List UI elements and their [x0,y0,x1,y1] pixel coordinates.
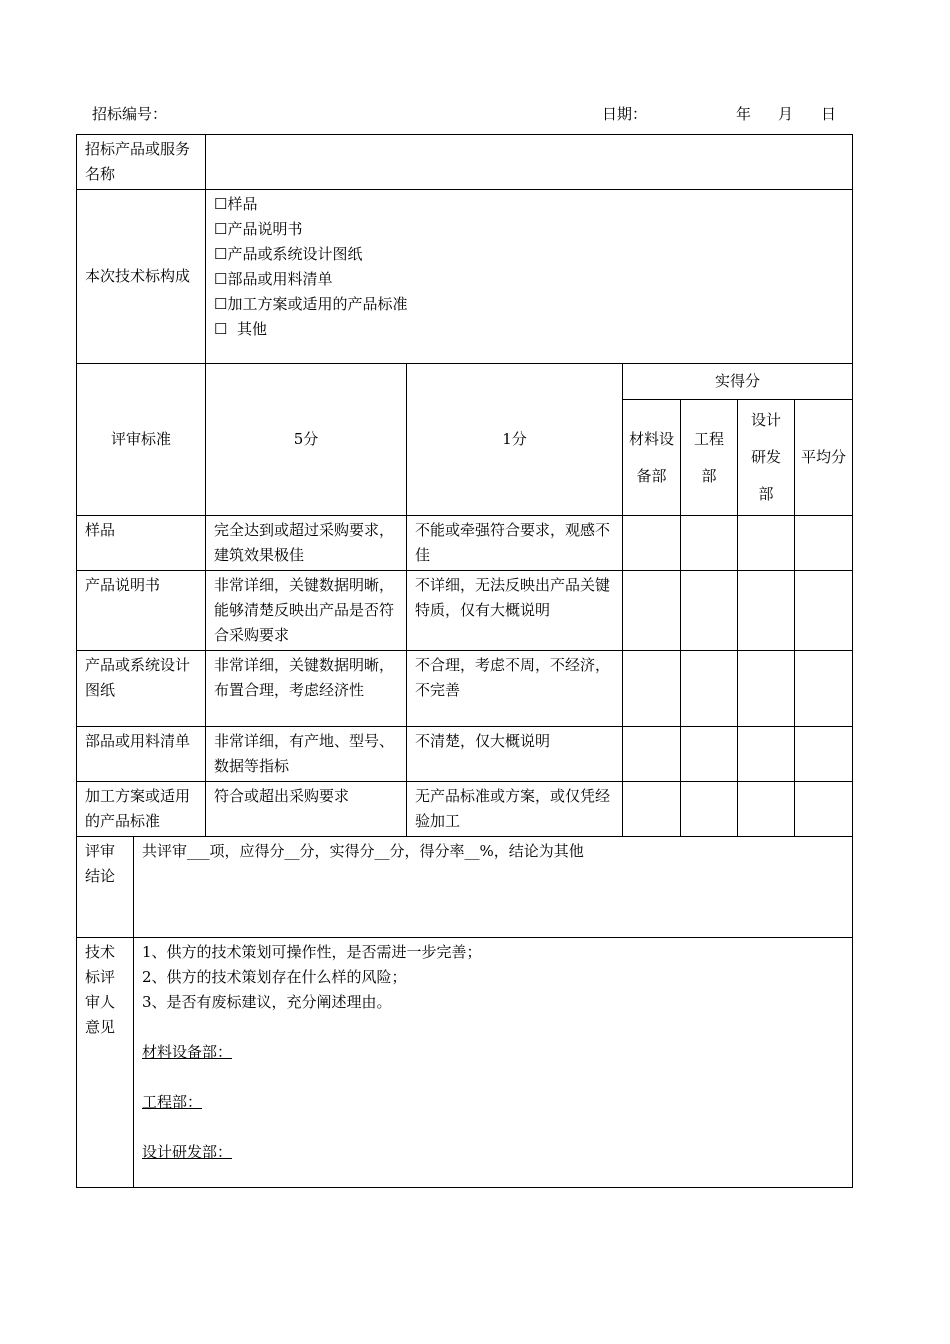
document-header [92,103,837,125]
opinion-item: 3、是否有废标建议，充分阐述理由。 [142,993,392,1011]
score-cell[interactable] [738,727,795,782]
criteria-item: 产品说明书 [77,571,206,651]
criteria-one: 不合理，考虑不周，不经济，不完善 [407,651,623,727]
dept-materials-header: 材料设备部 [623,400,681,516]
score-cell[interactable] [681,516,738,571]
criteria-label: 评审标准 [77,364,206,516]
criteria-item: 加工方案或适用的产品标准 [77,782,206,837]
score-5-header: 5分 [206,364,407,516]
criteria-row [77,727,853,782]
actual-score-header: 实得分 [623,364,853,400]
opinion-item: 1、供方的技术策划可操作性，是否需进一步完善； [142,943,482,961]
criteria-row [77,651,853,727]
conclusion-text[interactable] [134,837,853,938]
score-cell[interactable] [681,727,738,782]
criteria-five: 完全达到或超过采购要求，建筑效果极佳 [206,516,407,571]
score-cell[interactable] [795,727,853,782]
conclusion-row [77,837,853,938]
product-value[interactable] [206,135,853,190]
sign-design: 设计研发部： [142,1143,233,1161]
composition-label: 本次技术标构成 [77,190,206,364]
evaluation-form-table [76,134,853,1188]
dept-engineering-header: 工程部 [681,400,738,516]
criteria-five: 非常详细，关键数据明晰，布置合理，考虑经济性 [206,651,407,727]
criteria-item: 样品 [77,516,206,571]
opinion-label: 技术标评审人意见 [77,938,134,1188]
option-sample[interactable]: ☐样品 [214,195,258,213]
criteria-row [77,571,853,651]
criteria-row [77,782,853,837]
score-cell[interactable] [795,651,853,727]
sign-engineering: 工程部： [142,1093,203,1111]
score-cell[interactable] [623,516,681,571]
criteria-item: 产品或系统设计图纸 [77,651,206,727]
product-row [77,135,853,190]
criteria-item: 部品或用料清单 [77,727,206,782]
year-label: 年 [736,105,752,123]
bid-number-label: 招标编号： [92,105,168,123]
option-other[interactable]: ☐ 其他 [214,320,267,338]
score-1-header: 1分 [407,364,623,516]
criteria-one: 不详细，无法反映出产品关键特质，仅有大概说明 [407,571,623,651]
criteria-five: 非常详细，关键数据明晰，能够清楚反映出产品是否符合采购要求 [206,571,407,651]
option-process[interactable]: ☐加工方案或适用的产品标准 [214,295,408,313]
score-cell[interactable] [795,516,853,571]
date-label: 日期： [602,105,648,123]
score-cell[interactable] [795,571,853,651]
dept-design-header: 设计研发部 [738,400,795,516]
conclusion-sentence: 共评审___项，应得分__分，实得分__分，得分率__%，结论为其他 [142,842,584,860]
score-cell[interactable] [623,571,681,651]
criteria-one: 不能或牵强符合要求，观感不佳 [407,516,623,571]
criteria-header-row-1 [77,364,853,400]
month-label: 月 [778,105,794,123]
score-cell[interactable] [681,782,738,837]
option-drawings[interactable]: ☐产品或系统设计图纸 [214,245,363,263]
option-manual[interactable]: ☐产品说明书 [214,220,303,238]
score-cell[interactable] [623,651,681,727]
composition-options [206,190,853,364]
opinion-content[interactable] [134,938,853,1188]
average-header: 平均分 [795,400,853,516]
criteria-row [77,516,853,571]
product-label: 招标产品或服务名称 [77,135,206,190]
score-cell[interactable] [795,782,853,837]
score-cell[interactable] [738,782,795,837]
option-bom[interactable]: ☐部品或用料清单 [214,270,333,288]
criteria-five: 符合或超出采购要求 [206,782,407,837]
score-cell[interactable] [623,727,681,782]
score-cell[interactable] [681,651,738,727]
score-cell[interactable] [738,516,795,571]
score-cell[interactable] [738,571,795,651]
score-cell[interactable] [623,782,681,837]
criteria-one: 无产品标准或方案，或仅凭经验加工 [407,782,623,837]
composition-row [77,190,853,364]
criteria-five: 非常详细，有产地、型号、数据等指标 [206,727,407,782]
conclusion-label: 评审结论 [77,837,134,938]
opinion-row [77,938,853,1188]
criteria-one: 不清楚，仅大概说明 [407,727,623,782]
sign-materials: 材料设备部： [142,1043,233,1061]
score-cell[interactable] [738,651,795,727]
day-label: 日 [821,105,837,123]
score-cell[interactable] [681,571,738,651]
opinion-item: 2、供方的技术策划存在什么样的风险； [142,968,407,986]
